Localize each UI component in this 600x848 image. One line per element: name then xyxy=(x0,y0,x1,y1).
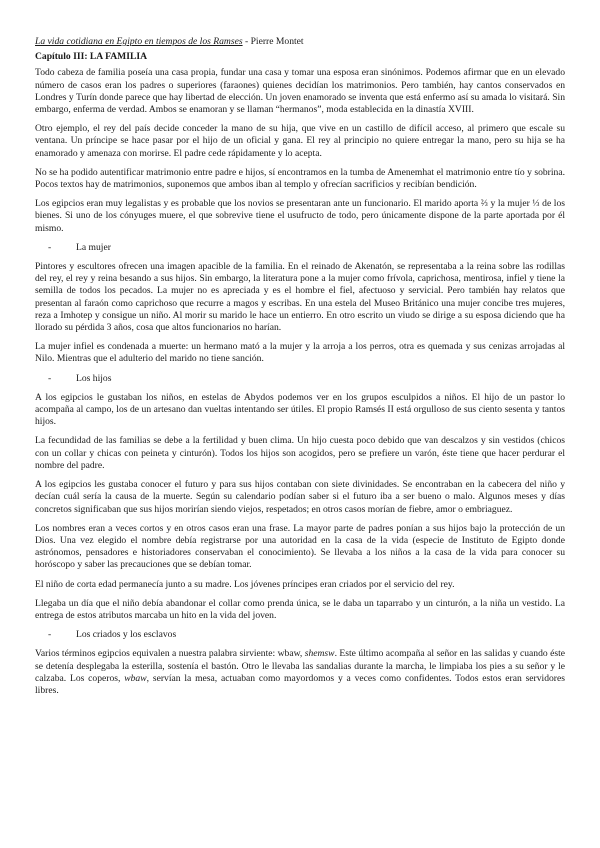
dash-bullet: - xyxy=(48,241,52,253)
paragraph: Otro ejemplo, el rey del país decide conceder la mano de su hija, que vive en un castillo de difícil acceso, al primero que escale su ventana. Un príncipe se hace pasar por el hijo de un oficial y gana. El rey al principio no quiere entregar la mano, pero su hija se ha enamorado y amenaza con morirse. El padre cede rápidamente y lo acepta. xyxy=(35,123,565,159)
section-heading-label: Los hijos xyxy=(76,372,112,384)
document-page xyxy=(35,36,565,704)
italic-term: shemsw xyxy=(304,648,335,660)
paragraph: La fecundidad de las familias se debe a la fertilidad y buen clima. Un hijo cuesta poco debido que van descalzos y sin vestidos (chicos con un collar y chicas con peineta y cinturón). Todos los hijos son acogidos, pero se prefiere un varón, éste tiene que hacer perdurar el nombre del padre. xyxy=(35,435,565,471)
text-run: . Este último acompaña al señor en las salidas y cuando éste se detenía desplegaba la esterilla, sostenía el bastón. Otro le llevaba las sandalias durante la marcha, le limpiaba los pies a su señor y le calzaba. Los coperos, xyxy=(35,648,565,684)
document-header xyxy=(35,36,565,48)
paragraph: Los egipcios eran muy legalistas y es probable que los novios se presentaran ante un funcionario. El marido aporta ⅔ y la mujer ⅓ de los bienes. Si uno de los cónyuges muere, el que sobrevive tiene el usufructo de todo, pero únicamente dispone de la parte aportada por él mismo. xyxy=(35,198,565,234)
book-title: La vida cotidiana en Egipto en tiempos de los Ramses xyxy=(35,36,243,47)
paragraph: Llegaba un día que el niño debía abandonar el collar como prenda única, se le daba un taparrabo y un cinturón, a la niña un vestido. La entrega de estos atributos marcaba un hito en la vida del joven. xyxy=(35,597,565,621)
paragraph: A los egipcios le gustaban los niños, en estelas de Abydos podemos ver en los grupos esculpidos a niños. El hijo de un pastor lo acompaña al campo, los de un artesano dan vueltas intentando ser útiles. El propio Ramsés II está orgulloso de sus ciento sesenta y tantos hijos. xyxy=(35,391,565,428)
section-heading-label: La mujer xyxy=(76,241,111,253)
paragraph: Todo cabeza de familia poseía una casa propia, fundar una casa y tomar una esposa eran sinónimos. Podemos afirmar que en un elevado número de casos eran los padres o superiores (faraones) quienes decidían los matrimonios. Pero también, hay cantos conservados en Londres y Turín donde parece que hay libertad de elección. Un joven enamorado se inventa que está enfermo así su amada lo visitará. Sin embargo, enferma de verdad. Ambos se enamoran y se llaman “hermanos”, moda establecida en la dinastía XVIII. xyxy=(35,67,565,116)
dash-bullet: - xyxy=(48,629,52,641)
section-heading-los-hijos xyxy=(35,373,565,385)
text-run: , servían la mesa, actuaban como mayordomos y a veces como confidentes. Todos estos eran servidores libres. xyxy=(35,672,565,696)
text-run: Varios términos egipcios equivalen a nuestra palabra sirviente: wbaw, xyxy=(35,648,305,660)
italic-term: wbaw xyxy=(124,672,147,684)
section-heading-criados xyxy=(35,629,565,641)
paragraph: Pintores y escultores ofrecen una imagen apacible de la familia. En el reinado de Akenatón, se representaba a la reina sobre las rodillas del rey, el rey y reina besando a sus hijos. Sin embargo, la literatura pone a la mujer como frívola, caprichosa, mentirosa, infiel y tiene la semilla de todos los pecados. La mujer no es apreciada y es el hombre el fiel, afectuoso y servicial. Pero también hay relatos que presentan al faraón como caprichoso que recurre a magos y escribas. En una estela del Museo Británico una mujer concibe tres mujeres, reza a Imhotep y consigue un niño. Al morir su marido le hace un entierro. En otro escrito un viudo se dirige a su esposa diciendo que ha llorado su pérdida 3 años, cosa que altos funcionarios no harían. xyxy=(35,261,565,334)
paragraph: A los egipcios les gustaba conocer el futuro y para sus hijos contaban con siete divinidades. Se encontraban en la cabecera del niño y decían cuál sería la causa de la muerte. Según su calendario podían saber si el futuro iba a ser bueno o malo. Algunos meses y días concretos significaban que sus hijos morirían siendo viejos, respetados; en otros casos morían de fiebre, amor o embriaguez. xyxy=(35,479,565,515)
section-heading-la-mujer xyxy=(35,242,565,254)
paragraph: El niño de corta edad permanecía junto a su madre. Los jóvenes príncipes eran criados por el servicio del rey. xyxy=(35,578,455,590)
paragraph: No se ha podido autentificar matrimonio entre padre e hijos, sí encontramos en la tumba de Amenemhat el matrimonio entre tío y sobrina. Pocos textos hay de matrimonios, suponemos que ambos iban al templo y ofrecían sacrificios y recibían bendición. xyxy=(35,166,565,191)
paragraph: La mujer infiel es condenada a muerte: un hermano mató a la mujer y la arroja a los perros, otra es quemada y sus cenizas arrojadas al Nilo. Mientras que el adulterio del marido no tiene sanción. xyxy=(35,341,565,365)
paragraph: Los nombres eran a veces cortos y en otros casos eran una frase. La mayor parte de padres ponían a sus hijos bajo la protección de un Dios. Una vez elegido el nombre debía registrarse por una autoridad en la casa de la vida (especie de Instituto de Egipto donde astrónomos, pensadores e historiadores conservaban el conocimiento). Se llevaba a los niños a la casa de la vida para conocer su horóscopo y saber las precauciones que se debían tomar. xyxy=(35,522,565,571)
paragraph-servants xyxy=(35,648,565,697)
chapter-title: Capítulo III: LA FAMILIA xyxy=(35,51,148,63)
dash-bullet: - xyxy=(48,372,52,384)
section-heading-label: Los criados y los esclavos xyxy=(76,629,177,641)
author: - Pierre Montet xyxy=(242,36,304,47)
